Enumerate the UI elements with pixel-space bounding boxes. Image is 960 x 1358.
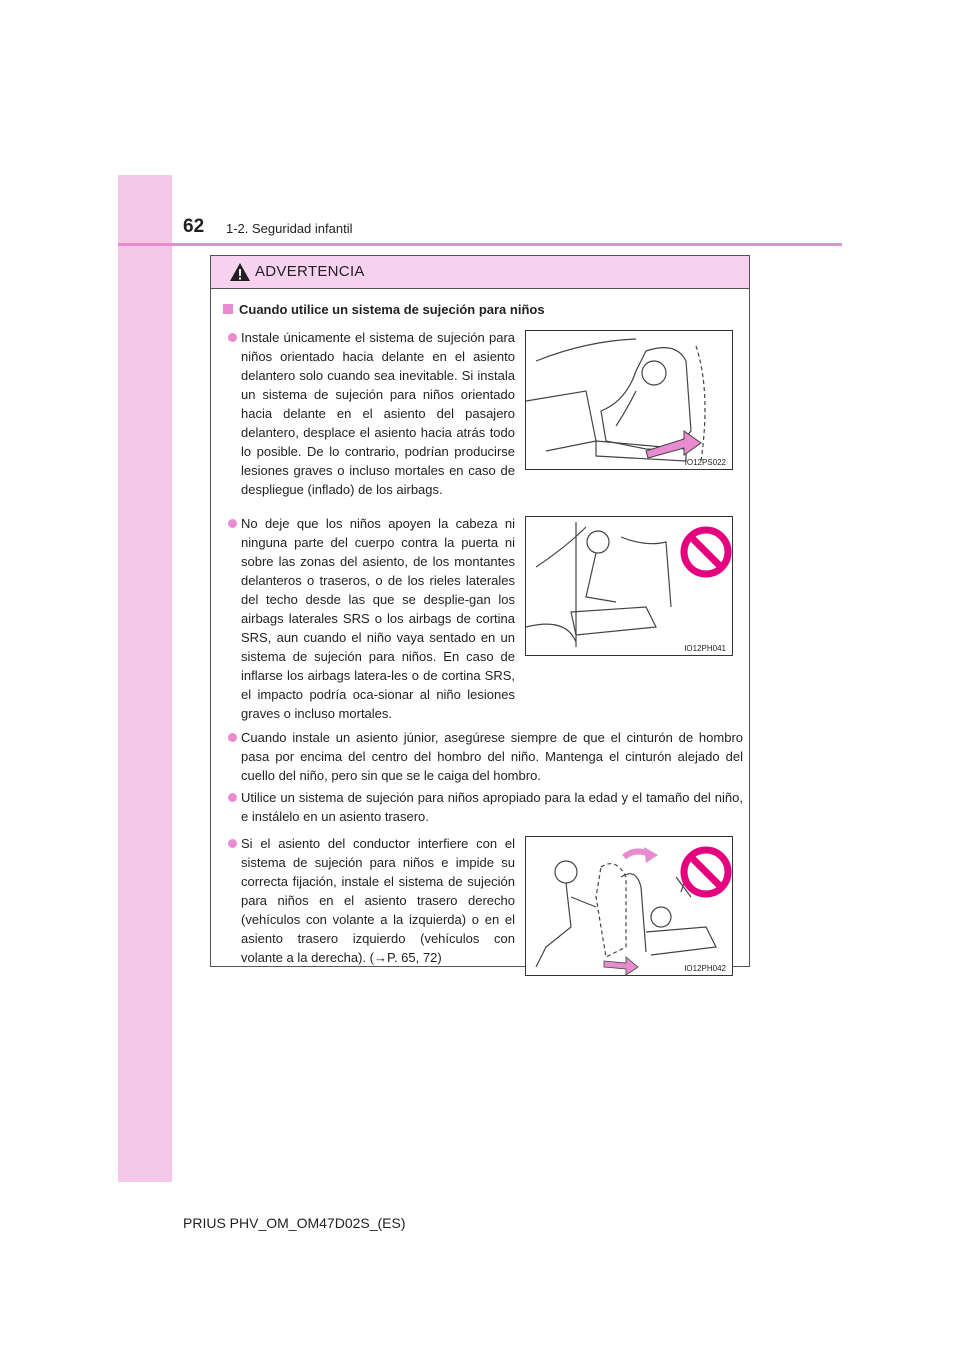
warning-subheading: Cuando utilice un sistema de sujeción para niños	[223, 302, 545, 317]
prohibition-icon	[684, 850, 728, 894]
bullet-dot-icon	[228, 733, 237, 742]
warning-header	[211, 256, 749, 289]
figure-child-seat-front	[525, 330, 733, 470]
warning-box	[210, 255, 750, 973]
figure-child-leaning	[525, 516, 733, 656]
list-item: Instale únicamente el sistema de sujeción para niños orientado hacia delante en el asiento delantero solo cuando sea inevitable. Si instala un sistema de sujeción para niños orientado hacia delante en el asiento del pasajero delantero, desplace el asiento hacia atrás todo lo posible. De lo contrario, podrían producirse lesiones graves o incluso mortales en caso de despliegue (inflado) de los airbags.	[241, 328, 515, 499]
figure-driver-seat-interferes	[525, 836, 733, 976]
child-leaning-illustration	[526, 517, 732, 655]
driver-seat-interferes-illustration	[526, 837, 732, 975]
list-item: Utilice un sistema de sujeción para niños apropiado para la edad y el tamaño del niño, e instálelo en un asiento trasero.	[241, 788, 743, 826]
page-number: 62	[183, 216, 205, 237]
prohibition-icon	[684, 530, 728, 574]
figure-id: IO12PH042	[684, 964, 726, 973]
figure-id: IO12PH041	[684, 644, 726, 653]
bullet-dot-icon	[228, 519, 237, 528]
list-item: Si el asiento del conductor interfiere con el sistema de sujeción para niños e impide su correcta fijación, instale el sistema de sujeción para niños en el asiento trasero derecho (vehículos con volante a la izquierda) o en el asiento trasero izquierdo (vehículos con volante a la derecha). (→P. 65, 72)	[241, 834, 515, 967]
bullet-dot-icon	[228, 793, 237, 802]
bullet-dot-icon	[228, 839, 237, 848]
list-item: No deje que los niños apoyen la cabeza ni ninguna parte del cuerpo contra la puerta ni sobre las zonas del asiento, de los montantes delanteros o traseros, o de los rieles laterales del techo desde las que se desplie-gan los airbags laterales SRS o los airbags de cortina SRS, aun cuando el niño vaya sentado en un sistema de sujeción para niños. En caso de inflarse los airbags latera-les o de cortina SRS, el impacto podría oca-sionar al niño lesiones graves o incluso mortales.	[241, 514, 515, 723]
child-seat-front-illustration	[526, 331, 732, 469]
footer-doc-code: PRIUS PHV_OM_OM47D02S_(ES)	[183, 1215, 406, 1231]
bullet-dot-icon	[228, 333, 237, 342]
square-bullet-icon	[223, 304, 233, 314]
section-title: 1-2. Seguridad infantil	[226, 221, 353, 236]
figure-id: IO12PS022	[684, 458, 726, 467]
header-rule	[118, 243, 842, 246]
list-item: Cuando instale un asiento júnior, asegúrese siempre de que el cinturón de hombro pasa por encima del centro del hombro del niño. Mantenga el cinturón alejado del cuello del niño, pero sin que se le caiga del hombro.	[241, 728, 743, 785]
warning-label: ADVERTENCIA	[255, 263, 365, 280]
warning-triangle-icon	[229, 262, 251, 282]
side-tab-band	[118, 175, 172, 1182]
